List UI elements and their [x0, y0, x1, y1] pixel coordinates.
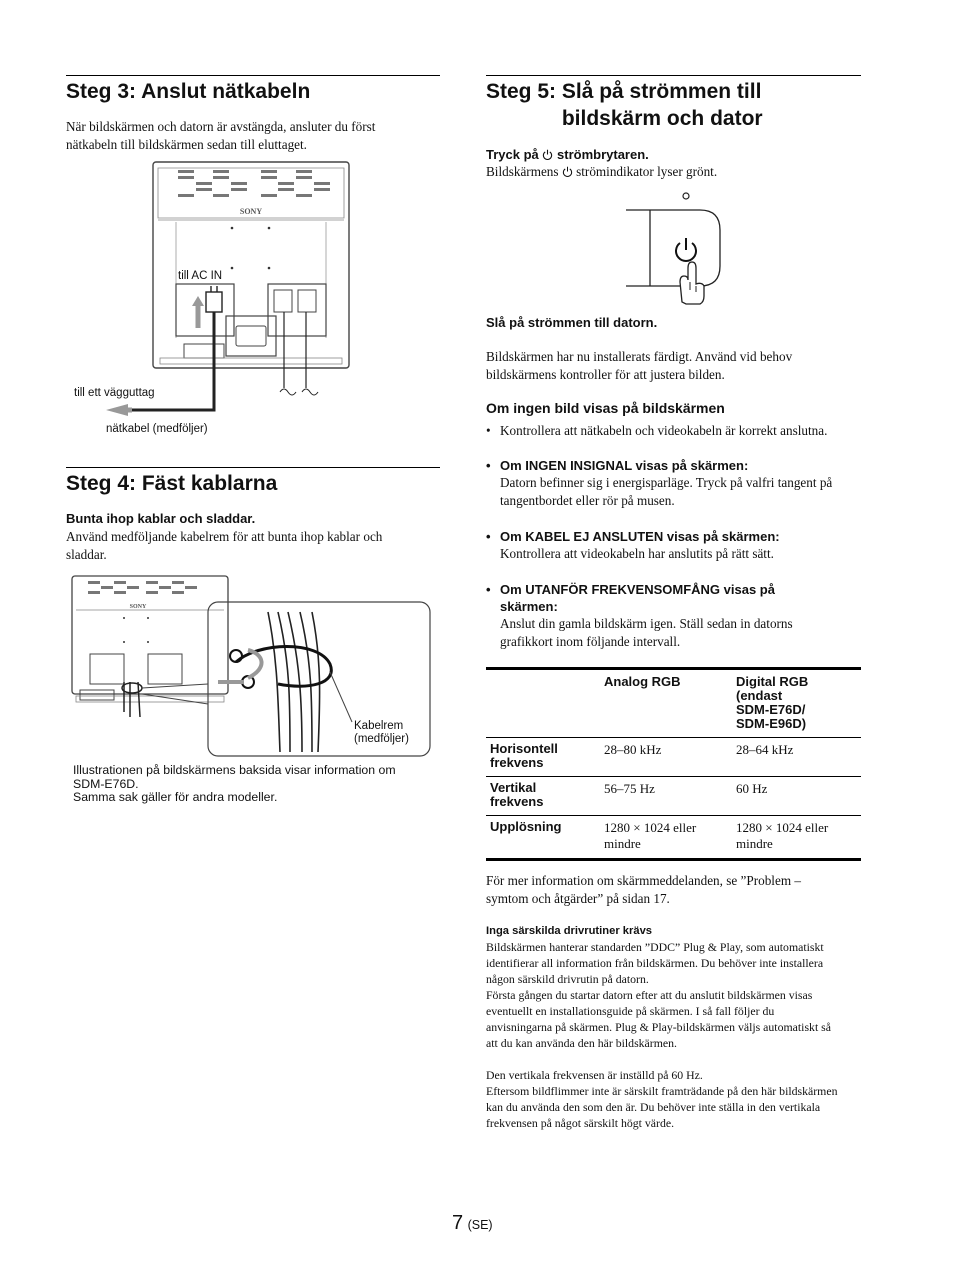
table-row: Upplösning 1280 × 1024 eller mindre 1280 × 1024 eller mindre	[486, 816, 861, 860]
label-ac-in: till AC IN	[178, 270, 223, 282]
step5-title: Slå på strömmen till bildskärm och dator	[561, 80, 763, 130]
drivers-heading: Inga särskilda drivrutiner krävs	[486, 925, 653, 937]
sony-logo: SONY	[239, 207, 263, 216]
step4-title: Fäst kablarna	[141, 472, 278, 495]
step3-rule	[66, 75, 440, 76]
bullet-4: • Om UTANFÖR FREKVENSOMFÅNG visas på skärmen: Anslut din gamla bildskärm igen. Ställ sedan in datorns grafikkort inom följande intervall.	[486, 582, 793, 649]
step4-number: Steg 4:	[66, 472, 137, 495]
step3-heading	[66, 78, 310, 105]
step4-paragraph: Använd medföljande kabelrem för att bunta ihop kablar och sladdar.	[66, 529, 383, 562]
step4-subheading: Bunta ihop kablar och sladdar.	[66, 511, 256, 526]
frequency-table	[486, 667, 861, 861]
page-number: 7	[452, 1212, 464, 1234]
step4-heading	[66, 470, 277, 497]
header-analog-rgb: Analog RGB	[594, 669, 726, 738]
step5-number: Steg 5:	[486, 80, 557, 103]
step3-title: Anslut nätkabeln	[141, 80, 311, 103]
step5-rule	[486, 75, 861, 76]
drivers-paragraph: Bildskärmen hanterar standarden ”DDC” Plug & Play, som automatiskt identifierar all information från bildskärmen. Du behöver inte installera någon särskild drivrutin på datorn. Första gången du startar datorn efter att du anslutit bildskärmen visas eventuellt en installationsguide på skärmen. I så fall följer du anvisningarna på skärmen. Plug & Play-bildskärmen väljs automatiskt så att du kan använda den här bildskärmen.	[486, 940, 831, 1050]
label-cable-band: Kabelrem (medföljer)	[354, 720, 409, 745]
power-button-figure	[620, 188, 730, 308]
turn-on-computer: Slå på strömmen till datorn.	[486, 315, 658, 330]
sony-logo-2: SONY	[129, 604, 147, 610]
installed-paragraph: Bildskärmen har nu installerats färdigt. Använd vid behov bildskärmens kontroller för att justera bilden.	[486, 349, 793, 382]
indicator-line: Bildskärmens strömindikator lyser grönt.	[486, 164, 718, 179]
power-symbol-icon	[542, 149, 553, 160]
step4-caption: Illustrationen på bildskärmens baksida visar information om SDM-E76D. Samma sak gäller för andra modeller.	[73, 763, 396, 804]
bullet-3: • Om KABEL EJ ANSLUTEN visas på skärmen: Kontrollera att videokabeln har anslutits på rätt sätt.	[486, 529, 780, 561]
label-wall-outlet: till ett vägguttag	[74, 387, 155, 399]
label-power-cable: nätkabel (medföljer)	[106, 423, 208, 435]
bullet-2: • Om INGEN INSIGNAL visas på skärmen: Datorn befinner sig i energisparläge. Tryck på valfri tangent på tangentbordet eller rör på musen.	[486, 458, 833, 508]
table-row: Horisontell frekvens 28–80 kHz 28–64 kHz	[486, 738, 861, 777]
step3-number: Steg 3:	[66, 80, 137, 103]
step3-paragraph: När bildskärmen och datorn är avstängda, ansluter du först nätkabeln till bildskärmen sedan till eluttaget.	[66, 119, 376, 152]
more-info-paragraph: För mer information om skärmmeddelanden, se ”Problem – symtom och åtgärder” på sidan 17.	[486, 873, 801, 906]
table-row: Vertikal frekvens 56–75 Hz 60 Hz	[486, 777, 861, 816]
header-digital-rgb: Digital RGB (endast SDM-E76D/ SDM-E96D)	[726, 669, 861, 738]
table-header-row	[486, 669, 861, 738]
bullet-1: • Kontrollera att nätkabeln och videokabeln är korrekt anslutna.	[486, 423, 828, 438]
step4-rule	[66, 467, 440, 468]
no-image-heading: Om ingen bild visas på bildskärmen	[486, 400, 725, 416]
page-section: (SE)	[467, 1218, 493, 1232]
page-footer	[452, 1212, 493, 1235]
vertical-frequency-paragraph: Den vertikala frekvensen är inställd på 60 Hz. Eftersom bildflimmer inte är särskilt framträdande på den här bildskärmen kan du använda den som den är. Du behöver inte ställa in den vertikala frekvensen på något särskilt högt värde.	[486, 1068, 838, 1130]
step5-heading	[486, 78, 763, 132]
power-symbol-icon-2	[562, 166, 573, 177]
press-power-line: Tryck på strömbrytaren.	[486, 147, 649, 162]
